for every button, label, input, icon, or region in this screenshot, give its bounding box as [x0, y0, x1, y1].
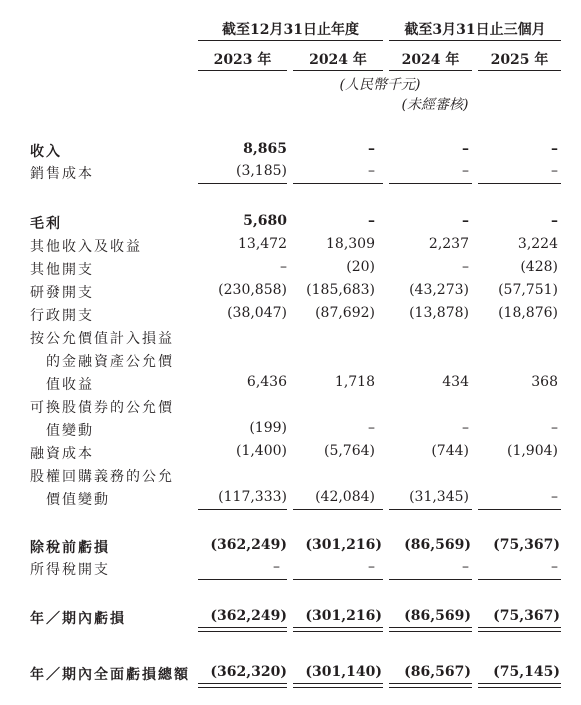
subtotal-rule: [293, 579, 383, 580]
cell-gross-profit-2024-q1: –: [462, 213, 469, 229]
cell-total-comprehensive-loss-2025-q1: (75,145): [493, 664, 560, 680]
total-double-rule: [389, 627, 472, 632]
row-label-cost-of-sales: 銷售成本: [30, 166, 94, 182]
total-double-rule: [293, 627, 383, 632]
cell-loss-for-period-2025-q1: (75,367): [493, 608, 560, 624]
total-double-rule: [198, 627, 287, 632]
cell-convertible-2024-q1: –: [462, 420, 469, 436]
row-label-total-comprehensive-loss: 年／期內全面虧損總額: [30, 667, 190, 683]
total-double-rule: [198, 683, 287, 688]
cell-income-tax-2025-q1: –: [551, 559, 558, 575]
cell-admin-expenses-2025-q1: (18,876): [498, 305, 558, 321]
cell-redemption-2024: (42,084): [315, 489, 375, 505]
row-label-revenue: 收入: [30, 144, 62, 160]
cell-convertible-2023: (199): [249, 420, 287, 436]
row-label-loss-before-tax: 除稅前虧損: [30, 540, 110, 556]
column-header-rule: [478, 70, 561, 71]
cell-total-comprehensive-loss-2024: (301,140): [305, 664, 382, 680]
cell-income-tax-2023: –: [273, 559, 280, 575]
column-header-2024: 2024 年: [309, 52, 367, 68]
subtotal-rule: [198, 579, 287, 580]
cell-other-expenses-2024: (20): [346, 259, 375, 275]
cell-fvtpl-2025-q1: 368: [531, 374, 558, 390]
audit-note: (未經審核): [401, 97, 469, 113]
cell-convertible-2025-q1: –: [551, 420, 558, 436]
cell-cost-of-sales-2025-q1: –: [551, 163, 558, 179]
cell-finance-costs-2025-q1: (1,904): [506, 443, 558, 459]
cell-redemption-2025-q1: –: [551, 489, 558, 505]
cell-loss-for-period-2024: (301,216): [305, 608, 382, 624]
row-label-rnd-expenses: 研發開支: [30, 285, 94, 301]
cell-rnd-expenses-2023: (230,858): [218, 282, 287, 298]
total-double-rule: [478, 683, 561, 688]
cell-other-income-2024: 18,309: [326, 236, 375, 252]
subtotal-rule: [478, 509, 561, 510]
cell-loss-for-period-2024-q1: (86,569): [404, 608, 471, 624]
header-group-rule: [198, 40, 383, 41]
column-header-2025-q1: 2025 年: [490, 52, 549, 68]
cell-gross-profit-2023: 5,680: [243, 213, 287, 229]
subtotal-rule: [198, 183, 287, 184]
cell-other-income-2024-q1: 2,237: [428, 236, 469, 252]
cell-cost-of-sales-2024-q1: –: [462, 163, 469, 179]
row-label-loss-for-period: 年／期內虧損: [30, 611, 126, 627]
column-header-2024-q1: 2024 年: [401, 52, 460, 68]
cell-loss-before-tax-2023: (362,249): [210, 537, 287, 553]
cell-fvtpl-2024-q1: 434: [442, 374, 469, 390]
cell-gross-profit-2024: –: [368, 213, 375, 229]
cell-revenue-2024: –: [368, 141, 375, 157]
column-header-rule: [198, 70, 287, 71]
cell-rnd-expenses-2024-q1: (43,273): [409, 282, 469, 298]
row-label-gross-profit: 毛利: [30, 216, 62, 232]
unit-note: (人民幣千元): [339, 77, 421, 93]
cell-finance-costs-2024-q1: (744): [431, 443, 469, 459]
cell-fvtpl-2024: 1,718: [334, 374, 375, 390]
subtotal-rule: [293, 509, 383, 510]
row-label-fvtpl-line3: 值收益: [46, 377, 94, 393]
row-label-convertible-line2: 值變動: [46, 423, 94, 439]
cell-other-income-2023: 13,472: [238, 236, 287, 252]
row-label-admin-expenses: 行政開支: [30, 308, 94, 324]
cell-finance-costs-2024: (5,764): [323, 443, 375, 459]
header-group-rule: [389, 40, 561, 41]
cell-gross-profit-2025-q1: –: [551, 213, 558, 229]
cell-finance-costs-2023: (1,400): [235, 443, 287, 459]
cell-loss-for-period-2023: (362,249): [210, 608, 287, 624]
cell-fvtpl-2023: 6,436: [246, 374, 287, 390]
row-label-other-income: 其他收入及收益: [30, 239, 142, 255]
cell-income-tax-2024: –: [368, 559, 375, 575]
cell-loss-before-tax-2024-q1: (86,569): [404, 537, 471, 553]
cell-total-comprehensive-loss-2024-q1: (86,567): [404, 664, 471, 680]
cell-cost-of-sales-2023: (3,185): [235, 163, 287, 179]
cell-admin-expenses-2024-q1: (13,878): [409, 305, 469, 321]
cell-total-comprehensive-loss-2023: (362,320): [210, 664, 287, 680]
subtotal-rule: [293, 183, 383, 184]
cell-other-expenses-2023: –: [280, 259, 287, 275]
cell-loss-before-tax-2025-q1: (75,367): [493, 537, 560, 553]
cell-other-expenses-2025-q1: (428): [520, 259, 558, 275]
subtotal-rule: [389, 579, 472, 580]
header-group-three-months: 截至3月31日止三個月: [404, 22, 546, 38]
cell-redemption-2024-q1: (31,345): [409, 489, 469, 505]
cell-loss-before-tax-2024: (301,216): [305, 537, 382, 553]
subtotal-rule: [198, 509, 287, 510]
cell-other-income-2025-q1: 3,224: [517, 236, 558, 252]
subtotal-rule: [478, 579, 561, 580]
total-double-rule: [389, 683, 472, 688]
total-double-rule: [293, 683, 383, 688]
row-label-income-tax: 所得稅開支: [30, 562, 110, 578]
cell-revenue-2023: 8,865: [243, 141, 287, 157]
column-header-rule: [293, 70, 383, 71]
cell-income-tax-2024-q1: –: [462, 559, 469, 575]
column-header-rule: [389, 70, 472, 71]
subtotal-rule: [389, 183, 472, 184]
row-label-finance-costs: 融資成本: [30, 446, 94, 462]
row-label-other-expenses: 其他開支: [30, 262, 94, 278]
column-header-2023: 2023 年: [213, 52, 272, 68]
cell-revenue-2025-q1: –: [551, 141, 558, 157]
header-group-year-ended: 截至12月31日止年度: [222, 22, 359, 38]
subtotal-rule: [478, 183, 561, 184]
row-label-fvtpl-line2: 的金融資產公允價: [46, 354, 174, 370]
cell-cost-of-sales-2024: –: [368, 163, 375, 179]
cell-rnd-expenses-2024: (185,683): [306, 282, 375, 298]
row-label-redemption-line1: 股權回購義務的公允: [30, 469, 174, 485]
cell-other-expenses-2024-q1: –: [462, 259, 469, 275]
cell-redemption-2023: (117,333): [218, 489, 287, 505]
row-label-redemption-line2: 價值變動: [46, 492, 110, 508]
subtotal-rule: [389, 509, 472, 510]
cell-admin-expenses-2024: (87,692): [315, 305, 375, 321]
cell-revenue-2024-q1: –: [462, 141, 469, 157]
cell-admin-expenses-2023: (38,047): [227, 305, 287, 321]
total-double-rule: [478, 627, 561, 632]
row-label-fvtpl-line1: 按公允價值計入損益: [30, 331, 174, 347]
cell-rnd-expenses-2025-q1: (57,751): [498, 282, 558, 298]
row-label-convertible-line1: 可換股債券的公允價: [30, 400, 174, 416]
cell-convertible-2024: –: [368, 420, 375, 436]
